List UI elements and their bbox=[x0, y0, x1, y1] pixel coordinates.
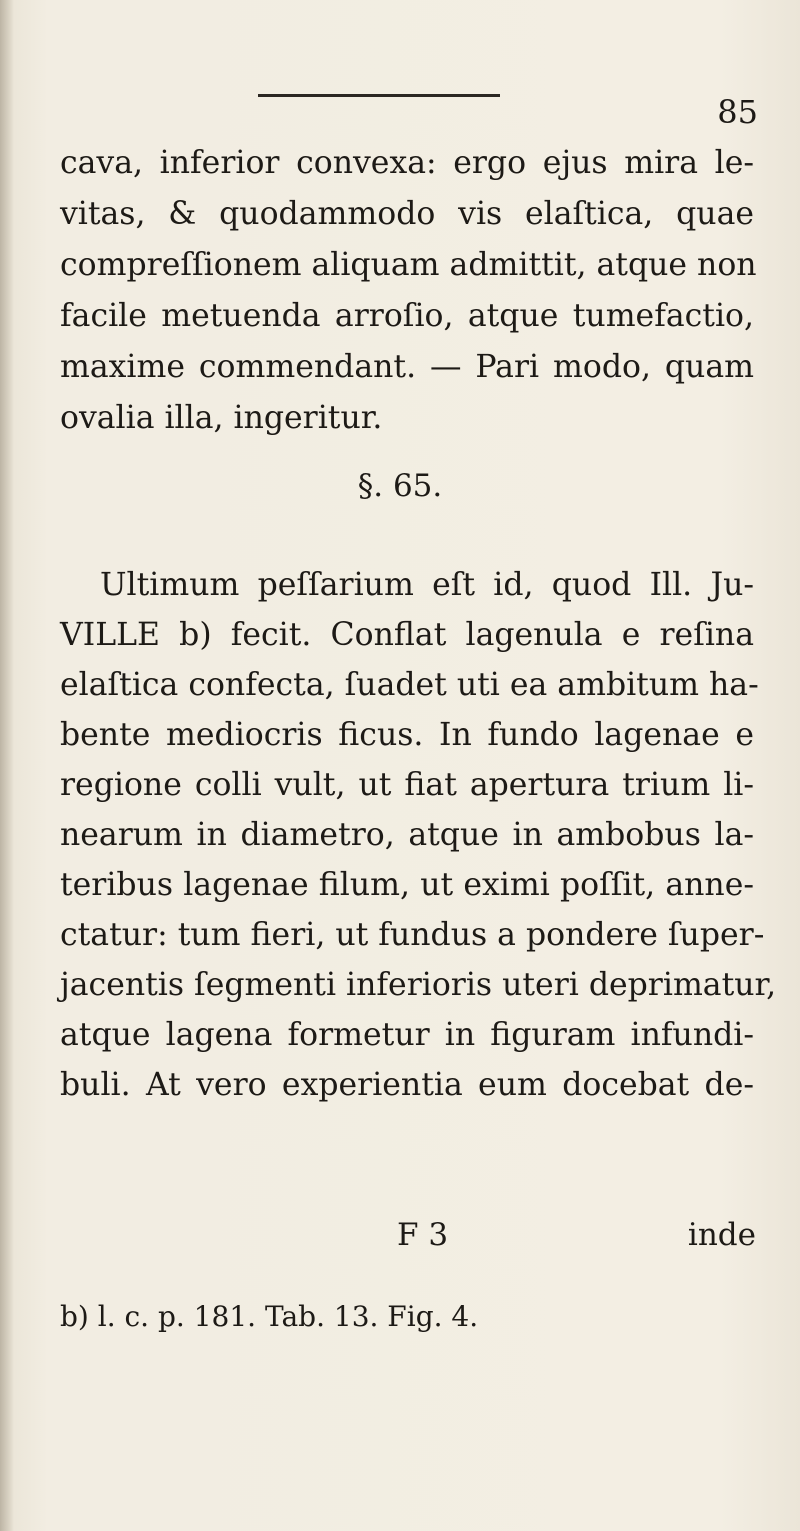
page-edge-shadow bbox=[0, 0, 14, 1531]
text-line: nearum in diametro, atque in ambobus la- bbox=[60, 817, 754, 853]
text-line: compreſſionem aliquam admittit, atque non bbox=[60, 247, 757, 283]
section-heading: §. 65. bbox=[357, 468, 443, 504]
text-line: atque lagena formetur in figuram infundi- bbox=[60, 1017, 754, 1053]
text-line: regione colli vult, ut fiat apertura trium li- bbox=[60, 767, 754, 803]
text-line: facile metuenda arroſio, atque tumefactio, bbox=[60, 298, 754, 334]
footnote: b) l. c. p. 181. Tab. 13. Fig. 4. bbox=[60, 1300, 479, 1333]
signature-mark: F 3 bbox=[397, 1217, 449, 1253]
text-line: elaſtica confecta, ſuadet uti ea ambitum ha- bbox=[60, 667, 759, 703]
header-rule bbox=[258, 94, 500, 97]
page-number: 85 bbox=[717, 93, 758, 131]
text-line: vitas, & quodammodo vis elaſtica, quae bbox=[60, 196, 754, 232]
text-line: maxime commendant. — Pari modo, quam bbox=[60, 349, 754, 385]
text-line: Ultimum peſſarium eſt id, quod Ill. Ju- bbox=[100, 567, 754, 603]
text-line: jacentis ſegmenti inferioris uteri deprimatur, bbox=[60, 967, 777, 1003]
text-line: teribus lagenae filum, ut eximi poſſit, anne- bbox=[60, 867, 754, 903]
text-line-last: ovalia illa, ingeritur. bbox=[60, 400, 383, 436]
text-line: cava, inferior convexa: ergo ejus mira le- bbox=[60, 145, 754, 181]
text-line: buli. At vero experientia eum docebat de- bbox=[60, 1067, 754, 1103]
text-line: ctatur: tum fieri, ut fundus a pondere ſuper- bbox=[60, 917, 765, 953]
text-line: VILLE b) fecit. Conflat lagenula e reſina bbox=[60, 617, 754, 653]
catchword: inde bbox=[687, 1217, 756, 1253]
text-line: bente mediocris ficus. In fundo lagenae e bbox=[60, 717, 754, 753]
